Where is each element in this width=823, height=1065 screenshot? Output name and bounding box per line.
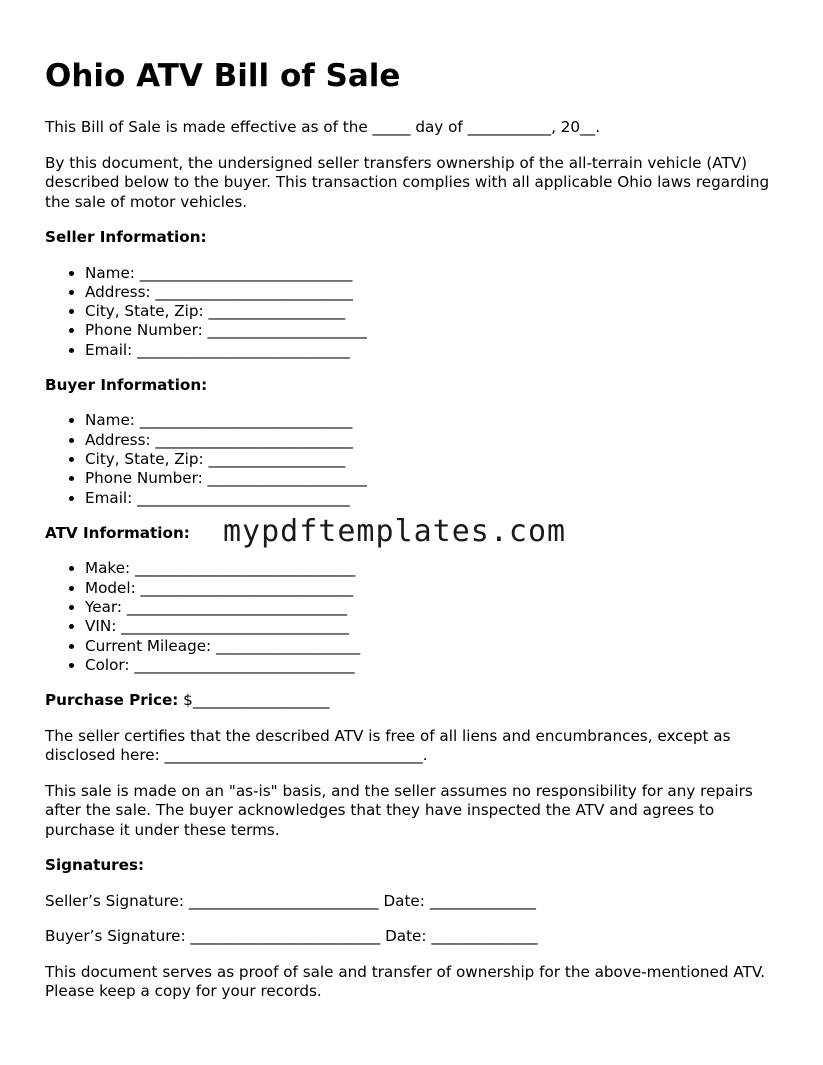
seller-email-field: • Email: ____________________________ [85,341,785,360]
buyer-list [45,411,785,507]
purchase-price [45,691,785,711]
seller-address-field: • Address: __________________________ [85,283,785,302]
buyer-signature-line: Buyer’s Signature: _________________________ Date: ______________ [45,927,538,946]
atv-year-field: • Year: _____________________________ [85,598,785,617]
atv-color-field: • Color: _____________________________ [85,656,785,675]
as-is-paragraph: This sale is made on an "as-is" basis, and the seller assumes no responsibility for any repairs after the sale. The buyer acknowledges that they have inspected the ATV and agrees to purchase it under these terms. [45,781,753,839]
purchase-price-label: Purchase Price: [45,691,179,710]
atv-model-field: • Model: ____________________________ [85,579,785,598]
page-title: Ohio ATV Bill of Sale [45,58,401,94]
seller-signature-line: Seller’s Signature: _________________________ Date: ______________ [45,891,537,910]
buyer-email-field: • Email: ____________________________ [85,489,785,508]
liens-paragraph: The seller certifies that the described ATV is free of all liens and encumbrances, except as disclosed here: __________________________________. [45,726,731,765]
atv-heading: ATV Information: [45,523,190,542]
seller-phone-field: • Phone Number: _____________________ [85,321,785,340]
seller-heading: Seller Information: [45,228,207,246]
atv-list [45,559,785,675]
buyer-heading: Buyer Information: [45,375,208,394]
atv-mileage-field: • Current Mileage: ___________________ [85,637,785,656]
atv-make-field: • Make: _____________________________ [85,559,785,578]
purchase-price-value: $__________________ [183,691,330,710]
seller-city-field: • City, State, Zip: __________________ [85,302,785,321]
buyer-name-field: • Name: ____________________________ [85,411,785,430]
buyer-city-field: • City, State, Zip: __________________ [85,450,785,469]
buyer-address-field: • Address: __________________________ [85,431,785,450]
closing-paragraph: This document serves as proof of sale and transfer of ownership for the above-mentioned ATV. Please keep a copy for your records. [45,962,766,1001]
seller-name-field: • Name: ____________________________ [85,264,785,283]
intro-paragraph: By this document, the undersigned seller transfers ownership of the all-terrain vehicle (ATV) described below to the buyer. This transaction complies with all applicable Ohio laws regarding the sale of motor vehicles. [45,153,770,211]
signatures-heading: Signatures: [45,856,145,875]
buyer-phone-field: • Phone Number: _____________________ [85,469,785,488]
atv-vin-field: • VIN: ______________________________ [85,617,785,636]
seller-list [45,264,785,360]
watermark: mypdftemplates.com [223,514,567,549]
effective-date-line: This Bill of Sale is made effective as of the _____ day of ___________, 20__. [45,118,601,136]
